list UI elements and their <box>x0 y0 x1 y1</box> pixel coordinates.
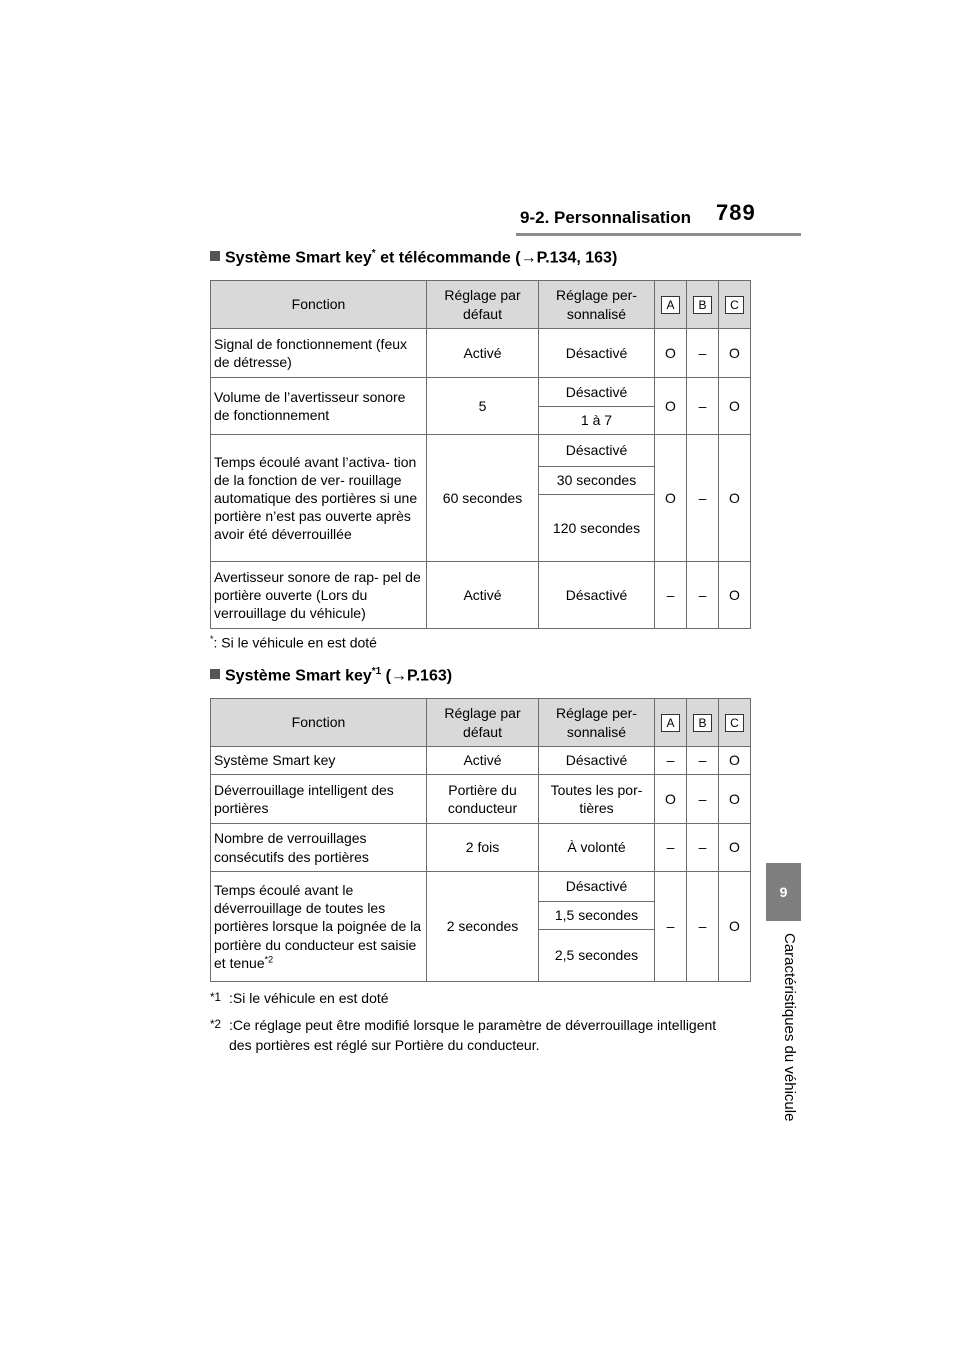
cell-defaut: Activé <box>427 329 539 378</box>
footnote-text: : Si le véhicule en est doté <box>213 634 377 651</box>
cell-a: – <box>655 747 687 775</box>
cell-c: O <box>719 872 751 982</box>
cell-perso: Désactivé <box>539 378 655 407</box>
cell-defaut: 60 secondes <box>427 435 539 562</box>
cell-a: O <box>655 435 687 562</box>
cell-c: O <box>719 747 751 775</box>
cell-defaut: Activé <box>427 747 539 775</box>
settings-table-2 <box>210 698 751 982</box>
cell-b: – <box>687 329 719 378</box>
cell-b: – <box>687 747 719 775</box>
section1-footnote <box>210 633 377 653</box>
cell-c: O <box>719 824 751 872</box>
cell-fonction: Volume de l’avertisseur sonore de fonctionnement <box>211 378 427 435</box>
cell-fonction <box>211 872 427 982</box>
cell-b: – <box>687 435 719 562</box>
cell-fonction: Système Smart key <box>211 747 427 775</box>
cell-perso: 120 secondes <box>539 495 655 562</box>
cell-perso: À volonté <box>539 824 655 872</box>
col-header-defaut: Réglage par défaut <box>427 699 539 747</box>
cell-b: – <box>687 824 719 872</box>
col-header-a: A <box>661 296 680 314</box>
cell-a: O <box>655 378 687 435</box>
page-number: 789 <box>716 200 756 225</box>
cell-defaut: Portière du conducteur <box>427 775 539 824</box>
col-header-fonction: Fonction <box>211 281 427 329</box>
cell-c: O <box>719 562 751 629</box>
cell-defaut: 5 <box>427 378 539 435</box>
table-row <box>211 329 751 378</box>
footnote-mark: *1 <box>210 991 222 1004</box>
chapter-label: Caractéristiques du véhicule <box>781 933 798 1122</box>
table-header-row <box>211 699 751 747</box>
cell-perso: Toutes les por- tières <box>539 775 655 824</box>
section1-title: Système Smart key <box>225 249 372 267</box>
cell-perso: 1,5 secondes <box>539 902 655 930</box>
cell-c: O <box>719 378 751 435</box>
footnote-text: :Si le véhicule en est doté <box>229 990 389 1006</box>
table-row <box>211 775 751 824</box>
section2-title-ref: (→P.163) <box>381 667 453 685</box>
cell-perso: Désactivé <box>539 329 655 378</box>
cell-c: O <box>719 435 751 562</box>
cell-fonction: Déverrouillage intelligent des portières <box>211 775 427 824</box>
chapter-tab: 9 <box>766 863 801 921</box>
cell-perso: 30 secondes <box>539 467 655 495</box>
col-header-c: C <box>725 714 744 732</box>
cell-a: – <box>655 824 687 872</box>
cell-b: – <box>687 775 719 824</box>
header-rule <box>516 233 801 236</box>
section1-heading <box>210 248 617 267</box>
square-bullet-icon <box>210 251 220 261</box>
cell-b: – <box>687 562 719 629</box>
col-header-a: A <box>661 714 680 732</box>
section2-heading <box>210 666 452 685</box>
table-row <box>211 747 751 775</box>
cell-fonction: Avertisseur sonore de rap- pel de portière ouverte (Lors du verrouillage du véhicule) <box>211 562 427 629</box>
col-header-b: B <box>693 296 712 314</box>
cell-fonction: Nombre de verrouillages consécutifs des portières <box>211 824 427 872</box>
cell-b: – <box>687 378 719 435</box>
cell-defaut: 2 secondes <box>427 872 539 982</box>
footnote-text: :Ce réglage peut être modifié lorsque le paramètre de déverrouillage intelligent des portières est réglé sur Portière du conducteur. <box>229 1017 717 1053</box>
col-header-b: B <box>693 714 712 732</box>
cell-fonction-text: Temps écoulé avant le déverrouillage de toutes les portières lorsque la poignée de la portière du conducteur est saisie et tenue <box>214 882 422 971</box>
cell-a: – <box>655 562 687 629</box>
col-header-fonction: Fonction <box>211 699 427 747</box>
col-header-c: C <box>725 296 744 314</box>
cell-perso: Désactivé <box>539 872 655 902</box>
cell-perso: Désactivé <box>539 747 655 775</box>
table-row <box>211 824 751 872</box>
table-row <box>211 872 751 902</box>
cell-a: O <box>655 775 687 824</box>
cell-c: O <box>719 775 751 824</box>
cell-perso: 1 à 7 <box>539 407 655 435</box>
table-row <box>211 378 751 407</box>
cell-a: O <box>655 329 687 378</box>
section2-title-sup: *1 <box>371 666 382 677</box>
col-header-perso: Réglage per- sonnalisé <box>539 699 655 747</box>
section1-title-ref: et télécommande (→P.134, 163) <box>375 249 618 267</box>
section2-title: Système Smart key <box>225 667 372 685</box>
col-header-perso: Réglage per- sonnalisé <box>539 281 655 329</box>
cell-defaut: 2 fois <box>427 824 539 872</box>
table-row <box>211 562 751 629</box>
cell-perso: Désactivé <box>539 435 655 467</box>
table-row <box>211 435 751 467</box>
cell-fonction: Temps écoulé avant l’activa- tion de la fonction de ver- rouillage automatique des portières si une portière n’est pas ouverte après avoir été déverrouillée <box>211 435 427 562</box>
cell-c: O <box>719 329 751 378</box>
footnote-mark: * <box>210 634 214 644</box>
cell-fonction-sup: *2 <box>264 954 274 965</box>
cell-defaut: Activé <box>427 562 539 629</box>
cell-fonction: Signal de fonctionnement (feux de détresse) <box>211 329 427 378</box>
col-header-defaut: Réglage par défaut <box>427 281 539 329</box>
square-bullet-icon <box>210 669 220 679</box>
table-header-row <box>211 281 751 329</box>
cell-a: – <box>655 872 687 982</box>
section1-title-sup: * <box>371 248 376 259</box>
section-header: 9-2. Personnalisation <box>520 208 691 227</box>
cell-perso: 2,5 secondes <box>539 930 655 982</box>
footnote-mark: *2 <box>210 1018 222 1031</box>
cell-perso: Désactivé <box>539 562 655 629</box>
cell-b: – <box>687 872 719 982</box>
settings-table-1 <box>210 280 751 629</box>
